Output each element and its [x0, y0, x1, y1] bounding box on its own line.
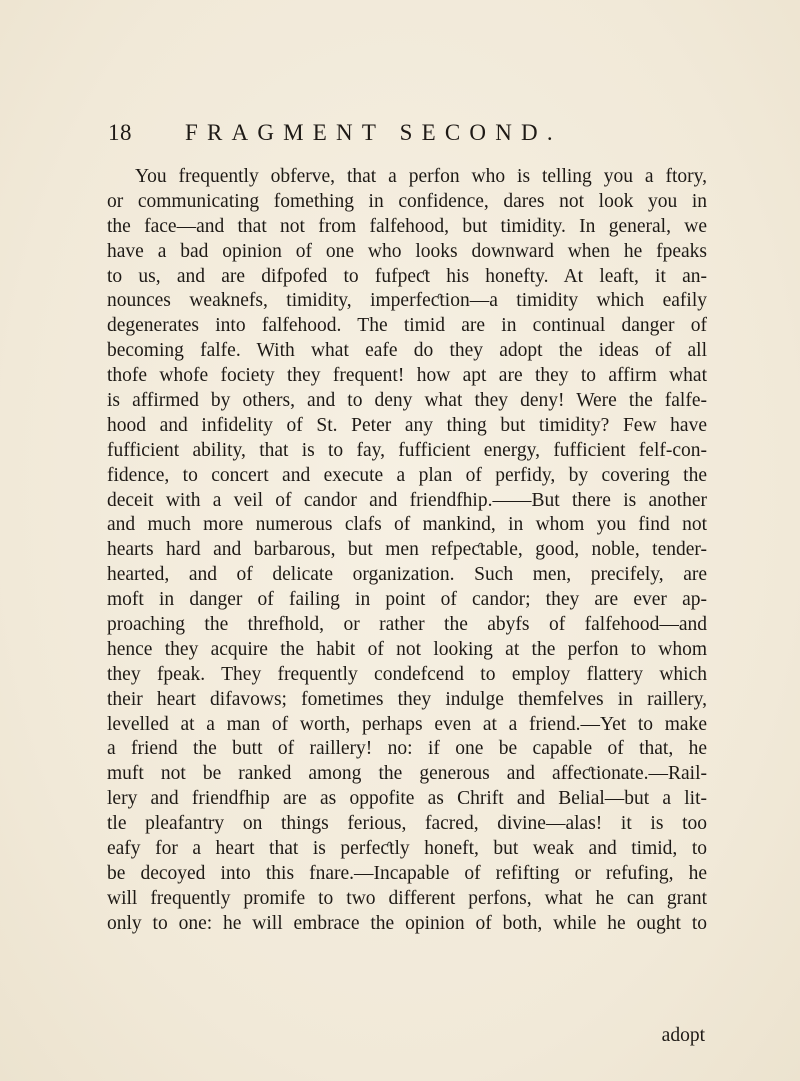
- text-line: fufficient ability, that is to fay, fufficient energy, fufficient felf-con-: [107, 439, 707, 461]
- text-line: You frequently obferve, that a perfon who is telling you a ftory,: [135, 166, 707, 187]
- text-line: hood and infidelity of St. Peter any thing but timidity? Few have: [107, 414, 707, 436]
- text-line: eafy for a heart that is perfeƈtly honeft, but weak and timid, to: [107, 838, 707, 860]
- text-line: be decoyed into this fnare.—Incapable of refifting or refufing, he: [107, 862, 707, 884]
- text-line: hearts hard and barbarous, but men refpeƈtable, good, noble, tender-: [107, 539, 707, 561]
- text-line: lery and friendfhip are as oppofite as Chrift and Belial—but a lit-: [107, 788, 707, 810]
- text-line: thofe whofe fociety they frequent! how apt are they to affirm what: [107, 365, 707, 387]
- text-line: the face—and that not from falfehood, but timidity. In general, we: [107, 215, 707, 237]
- text-line: and much more numerous clafs of mankind, in whom you find not: [107, 514, 707, 536]
- catchword: adopt: [661, 1025, 705, 1046]
- running-head: FRAGMENT SECOND.: [185, 120, 562, 145]
- text-line: moft in danger of failing in point of candor; they are ever ap-: [107, 589, 707, 611]
- text-line: is affirmed by others, and to deny what they deny! Were the falfe-: [107, 390, 707, 412]
- text-line: deceit with a veil of candor and friendfhip.——But there is another: [107, 489, 707, 511]
- page-number: 18: [108, 120, 132, 145]
- page-header: [0, 118, 800, 148]
- text-line: becoming falfe. With what eafe do they adopt the ideas of all: [107, 340, 707, 362]
- text-line: have a bad opinion of one who looks downward when he fpeaks: [107, 240, 707, 262]
- text-line: their heart difavows; fometimes they indulge themfelves in raillery,: [107, 688, 707, 710]
- text-line: to us, and are difpofed to fufpeƈt his honefty. At leaft, it an-: [107, 265, 707, 287]
- text-line: hearted, and of delicate organization. Such men, precifely, are: [107, 564, 707, 586]
- text-line: tle pleafantry on things ferious, facred, divine—alas! it is too: [107, 813, 707, 835]
- text-line: only to one: he will embrace the opinion of both, while he ought to: [107, 912, 707, 934]
- body-paragraph: [107, 165, 707, 937]
- text-line: a friend the butt of raillery! no: if one be capable of that, he: [107, 738, 707, 760]
- text-line: degenerates into falfehood. The timid are in continual danger of: [107, 315, 707, 337]
- text-line: muft not be ranked among the generous and affeƈtionate.—Rail-: [107, 763, 707, 785]
- text-line: levelled at a man of worth, perhaps even at a friend.—Yet to make: [107, 713, 707, 735]
- text-line: fidence, to concert and execute a plan of perfidy, by covering the: [107, 464, 707, 486]
- text-line: nounces weaknefs, timidity, imperfeƈtion—a timidity which eafily: [107, 290, 707, 312]
- text-line: proaching the threfhold, or rather the abyfs of falfehood—and: [107, 614, 707, 636]
- text-line: or communicating fomething in confidence, dares not look you in: [107, 190, 707, 212]
- text-line: they fpeak. They frequently condefcend to employ flattery which: [107, 663, 707, 685]
- text-line: hence they acquire the habit of not looking at the perfon to whom: [107, 638, 707, 660]
- text-line: will frequently promife to two different perfons, what he can grant: [107, 887, 707, 909]
